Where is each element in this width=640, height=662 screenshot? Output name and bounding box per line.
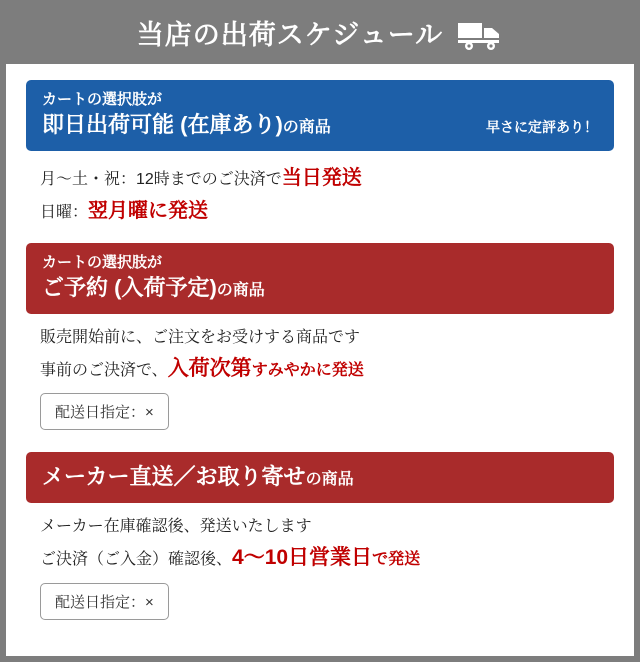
banner-title: [42, 273, 598, 304]
section-banner-reservation: [26, 243, 614, 314]
banner-subtitle: カートの選択肢が: [42, 91, 163, 108]
banner-title: [42, 462, 354, 493]
page-header: [6, 6, 634, 64]
detail-emphasis: 翌月曜に発送: [88, 200, 209, 223]
detail-line: [40, 326, 602, 351]
banner-subtitle: カートの選択肢が: [42, 254, 163, 272]
delivery-date-tag: 配送日指定：×: [40, 393, 169, 430]
page-title: 当店の出荷スケジュール: [136, 19, 444, 50]
detail-line: [40, 542, 602, 575]
detail-prefix: メーカー在庫確認後、発送いたします: [40, 518, 312, 536]
page-content: [6, 64, 634, 640]
section-banner-direct-shipping: [26, 452, 614, 503]
detail-emphasis: 入荷次第: [167, 356, 252, 380]
banner-title-suffix: の商品: [305, 471, 354, 489]
detail-prefix: ご決済（ご入金）確認後、: [40, 551, 233, 569]
banner-note: 早さに定評あり！: [486, 119, 598, 136]
detail-line: [40, 196, 602, 227]
banner-title-main: メーカー直送／お取り寄せ: [42, 464, 306, 490]
detail-prefix: 販売開始前に、ご注文をお受けする商品です: [40, 329, 361, 347]
detail-prefix: 月〜土・祝：12時までのご決済で: [40, 171, 282, 189]
banner-title-main: 即日出荷可能 (在庫あり): [42, 112, 283, 138]
detail-line: [40, 353, 602, 386]
banner-title-suffix: の商品: [216, 282, 265, 300]
detail-prefix: 事前のご決済で、: [40, 361, 168, 379]
banner-title-suffix: の商品: [282, 119, 331, 137]
detail-emphasis: 4〜10日営業日: [232, 546, 373, 570]
detail-suffix: で発送: [372, 551, 421, 569]
detail-line: [40, 163, 602, 194]
section-text-in-stock: [26, 151, 614, 235]
banner-title-main: ご予約 (入荷予定): [42, 275, 217, 301]
section-text-reservation: [26, 314, 614, 440]
delivery-date-tag: 配送日指定：×: [40, 583, 169, 620]
detail-line: [40, 515, 602, 540]
detail-suffix: すみやかに発送: [251, 361, 364, 379]
detail-emphasis: 当日発送: [281, 167, 362, 190]
detail-prefix: 日曜：: [40, 204, 89, 222]
delivery-truck-icon: [457, 19, 503, 51]
section-text-direct-shipping: [26, 503, 614, 629]
section-banner-in-stock: [26, 80, 614, 151]
